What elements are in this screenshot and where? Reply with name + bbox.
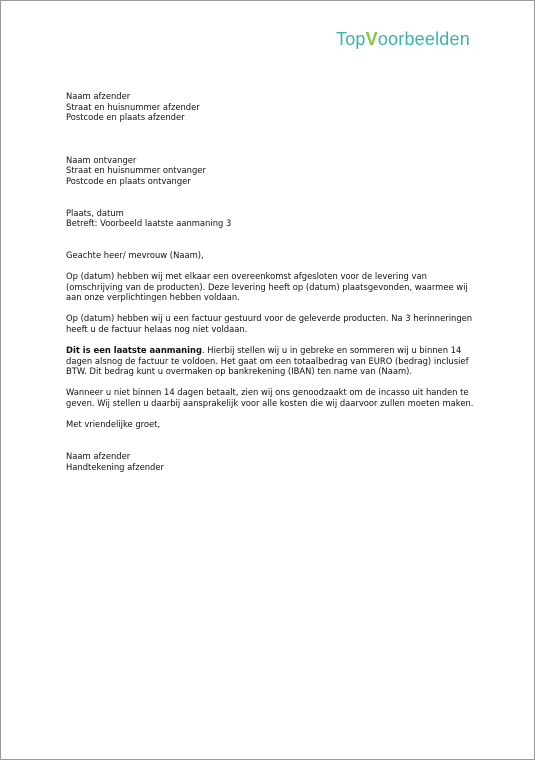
paragraph-final-notice — [66, 345, 486, 377]
final-notice-emphasis: Dit is een laatste aanmaning — [66, 345, 202, 356]
paragraph-invoice: Op (datum) hebben wij u een factuur gestuurd voor de geleverde producten. Na 3 herinneringen heeft u de factuur helaas nog niet voldaan. — [66, 313, 473, 334]
logo-checkmark-v: V — [365, 29, 378, 49]
paragraph-agreement: Op (datum) hebben wij met elkaar een overeenkomst afgesloten voor de levering van (omschrijving van de producten). Deze levering heeft op (datum) plaatsgevonden, waarmee wij aan onze verplichtingen hebben voldaan. — [66, 270, 468, 303]
sender-postcode: Postcode en plaats afzender — [66, 112, 185, 123]
recipient-name: Naam ontvanger — [66, 154, 137, 165]
letter-meta — [66, 208, 486, 229]
paragraph-collection: Wanneer u niet binnen 14 dagen betaalt, zien wij ons genoodzaakt om de incasso uit handen te geven. Wij stellen u daarbij aansprakelijk voor alle kosten die wij daarvoor zullen moeten maken. — [66, 387, 474, 409]
subject-line: Betreft: Voorbeeld laatste aanmaning 3 — [66, 218, 232, 229]
logo-text-top: Top — [336, 29, 366, 49]
sender-address — [66, 91, 486, 123]
logo-text-voorbeelden: oorbeelden — [377, 29, 470, 49]
sender-name: Naam afzender — [66, 91, 131, 101]
recipient-street: Straat en huisnummer ontvanger — [66, 165, 206, 176]
sender-street: Straat en huisnummer afzender — [66, 101, 200, 112]
signature-block — [66, 451, 486, 472]
signature-line: Handtekening afzender — [66, 461, 164, 472]
place-date: Plaats, datum — [66, 207, 124, 218]
recipient-address — [66, 155, 486, 187]
letter-body — [66, 91, 486, 472]
recipient-postcode: Postcode en plaats ontvanger — [66, 175, 191, 186]
topvoorbeelden-logo — [336, 29, 470, 50]
final-notice-text: . Hierbij stellen wij u in gebreke en sommeren wij u binnen 14 dagen alsnog de factuur te voldoen. Het gaat om een totaalbedrag van EURO (bedrag) inclusief BTW. Dit bedrag kunt u overmaken op bankrekening (IBAN) ten name van (Naam). — [66, 345, 469, 377]
signature-name: Naam afzender — [66, 451, 131, 462]
greeting: Geachte heer/ mevrouw (Naam), — [66, 249, 204, 260]
closing: Met vriendelijke groet, — [66, 419, 161, 430]
